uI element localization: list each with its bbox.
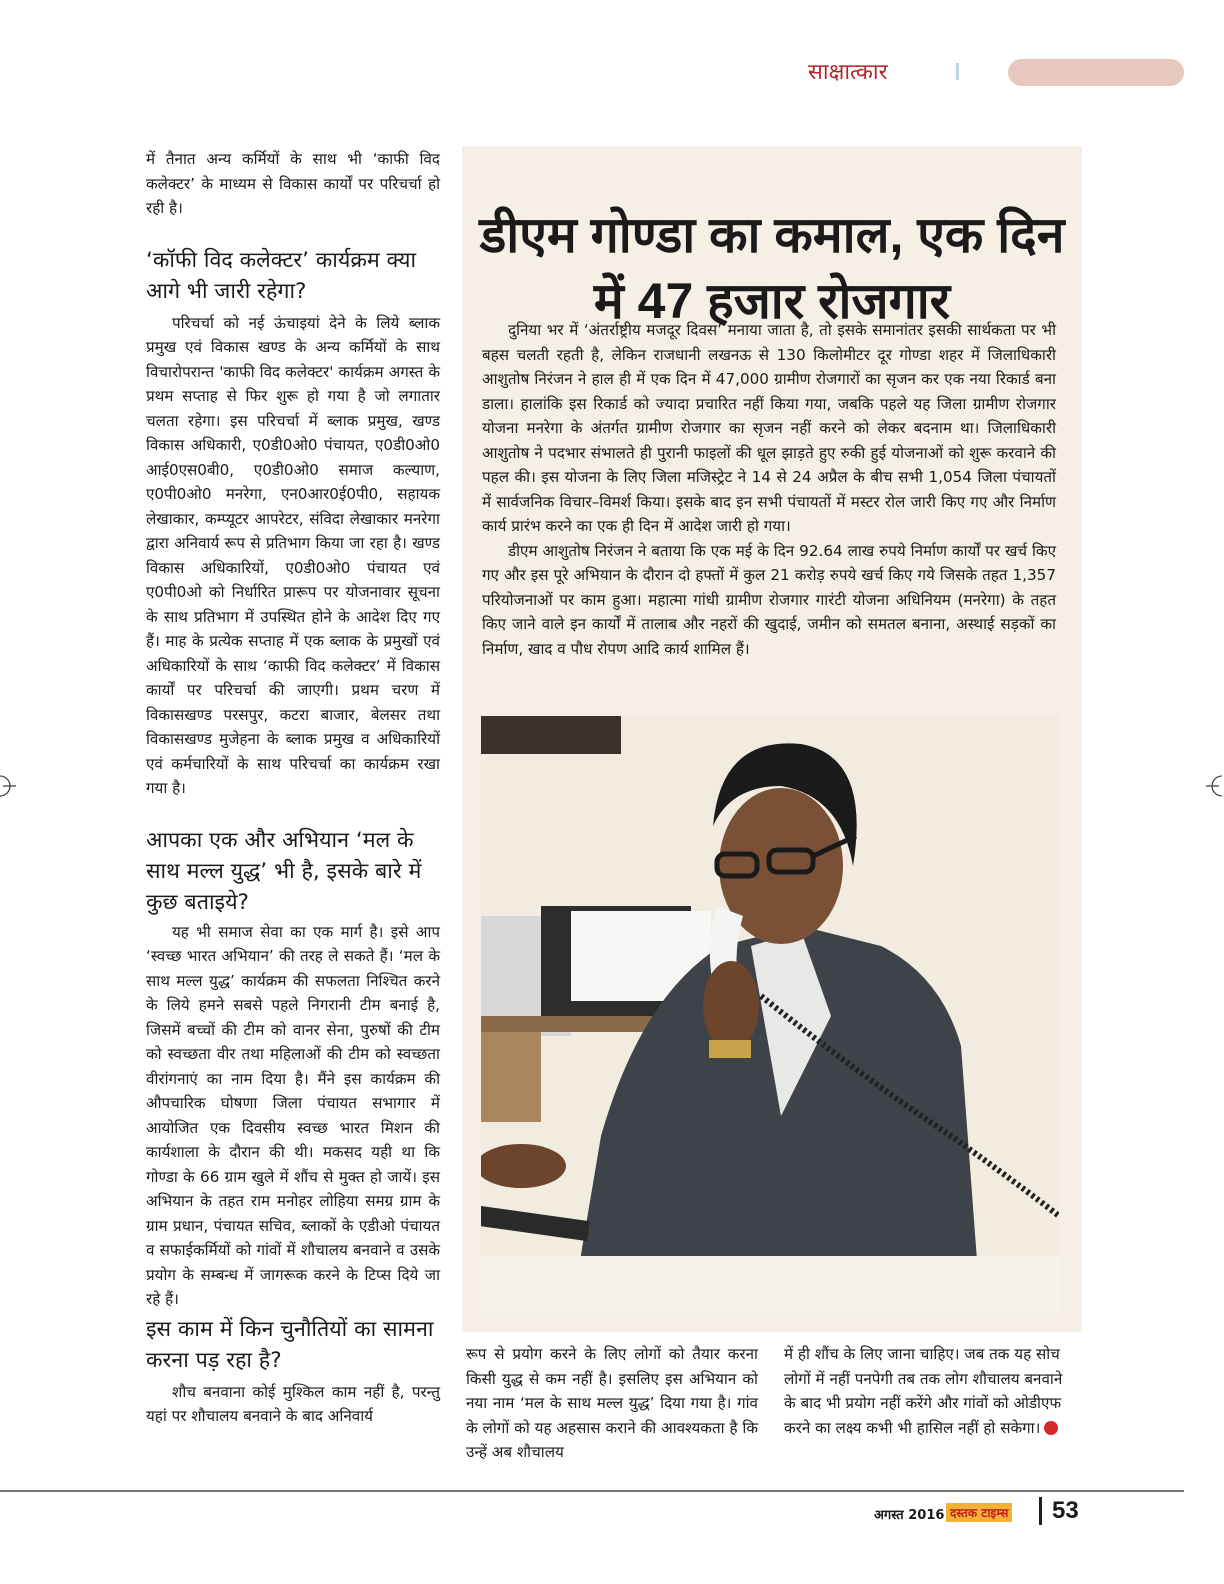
continuation-column-b (466, 1342, 758, 1465)
feature-paragraph: दुनिया भर में ‘अंतर्राष्ट्रीय मजदूर दिवस’ मनाया जाता है, तो इसके समानांतर इसकी सार्थकता पर भी बहस चलती रहती है, लेकिन राजधानी लखनऊ से 130 किलोमीटर दूर गोण्डा शहर में जिलाधिकारी आशुतोष निरंजन ने हाल ही में एक दिन में 47,000 ग्रामीण रोजगारों का सृजन कर एक नया रिकार्ड बना डाला। हालांकि इस रिकार्ड को ज्यादा प्रचारित नहीं किया गया, जबकि पहले यह जिला ग्रामीण रोजगार योजना मनरेगा के अंतर्गत ग्रामीण रोजगार का सृजन नहीं करने को लेकर बदनाम था। जिलाधिकारी आशुतोष ने पदभार संभालते ही पुरानी फाइलों की धूल झाड़ते हुए रुकी हुई योजनाओं को शुरू करवाने की पहल की। इस योजना के लिए जिला मजिस्ट्रेट ने 14 से 24 अप्रैल के बीच सभी 1,054 जिला पंचायतों में सार्वजनिक विचार–विमर्श किया। इसके बाद इन सभी पंचायतों में मस्टर रोल जारी किए गए और निर्माण कार्य प्रारंभ करने का एक ही दिन में आदेश जारी हो गया। (482, 321, 1056, 535)
answer-mal-ke-saath-mall-yuddh: यह भी समाज सेवा का एक मार्ग है। इसे आप ‘स्वच्छ भारत अभियान’ की तरह ले सकते हैं। ‘मल के साथ मल्ल युद्ध’ कार्यक्रम की सफलता निश्चित करने के लिये हमने सबसे पहले निगरानी टीम बनाई है, जिसमें बच्चों की टीम को वानर सेना, पुरुषों की टीम को स्वच्छता वीर तथा महिलाओं की टीम को स्वच्छता वीरांगनाएं का नाम दिया है। मैंने इस कार्यक्रम की औपचारिक घोषणा जिला पंचायत सभागार में आयोजित एक दिवसीय स्वच्छ भारत मिशन की कार्यशाला के दौरान की थी। मकसद यही था कि गोण्डा के 66 ग्राम खुले में शौंच से मुक्त हो जायें। इस अभियान के तहत राम मनोहर लोहिया समग्र ग्राम के ग्राम प्रधान, पंचायत सचिव, ब्लाकों के एडीओ पंचायत व सफाईकर्मियों को गांवों में शौचालय बनवाने व उसके प्रयोग के सम्बन्ध में जागरूक करने के टिप्स दिये जा रहे हैं। (146, 922, 440, 1308)
continuation-column-c (784, 1342, 1078, 1440)
intro-paragraph: में तैनात अन्य कर्मियों के साथ भी ‘काफी विद कलेक्टर’ के माध्यम से विकास कार्यों पर परिचर्चा हो रही है। (146, 150, 440, 217)
magazine-logo: दस्तक टाइम्स (946, 1503, 1012, 1522)
end-of-article-icon (1044, 1421, 1058, 1435)
question-mal-ke-saath-mall-yuddh: आपका एक और अभियान ‘मल के साथ मल्ल युद्ध’ भी है, इसके बारे में कुछ बताइये? (146, 827, 422, 915)
page-number: 53 (1052, 1497, 1079, 1524)
footer-date: अगस्त 2016 (874, 1508, 945, 1523)
registration-mark-icon (1200, 775, 1222, 797)
feature-body (482, 318, 1056, 661)
feature-headline: डीएम गोण्डा का कमाल, एक दिन में 47 हजार रोजगार (479, 206, 1065, 329)
wrist-watch (709, 1040, 751, 1058)
continuation-text: रूप से प्रयोग करने के लिए लोगों को तैयार करना किसी युद्ध से कम नहीं है। इसलिए इस अभियान को नया नाम ‘मल के साथ मल्ल युद्ध’ दिया गया है। गांव के लोगों को यह अहसास कराने की आवश्यकता है कि उन्हें अब शौचालय (466, 1345, 758, 1461)
dm-photo (481, 716, 1059, 1314)
continuation-text: में ही शौंच के लिए जाना चाहिए। जब तक यह सोच लोगों में नहीं पनपेगी तब तक लोग शौचालय बनवाने के बाद भी प्रयोग नहीं करेंगे और गांवों को ओडीएफ करने का लक्ष्य कभी भी हासिल नहीं हो सकेगा। (784, 1345, 1063, 1437)
section-divider (956, 63, 959, 80)
wall-plaque (481, 716, 621, 754)
question-challenges: इस काम में किन चुनौतियों का सामना करना पड़ रहा है? (146, 1316, 434, 1373)
section-label: साक्षात्कार (808, 60, 888, 85)
feature-paragraph: डीएम आशुतोष निरंजन ने बताया कि एक मई के दिन 92.64 लाख रुपये निर्माण कार्यों पर खर्च किए गए और इस पूरे अभियान के दौरान दो हफ्तों में कुल 21 करोड़ रुपये खर्च किए गये जिसके तहत 1,357 परियोजनाओं पर काम हुआ। महात्मा गांधी ग्रामीण रोजगार गारंटी योजना अधिनियम (मनरेगा) के तहत किए जाने वाले इन कार्यों में तालाब और नहरों की खुदाई, जमीन को समतल बनाना, अस्थाई सड़कों का निर्माण, खाद व पौध रोपण आदि कार्य शामिल हैं। (482, 541, 1056, 658)
registration-mark-icon (0, 775, 22, 797)
section-pill-decoration (1008, 59, 1184, 86)
left-column (146, 147, 440, 1429)
footer-rule (0, 1490, 1184, 1492)
answer-challenges: शौच बनवाना कोई मुश्किल काम नहीं है, परन्तु यहां पर शौचालय बनवाने के बाद अनिवार्य (146, 1382, 440, 1425)
answer-coffee-with-collector: परिचर्चा को नई ऊंचाइयां देने के लिये ब्लाक प्रमुख एवं विकास खण्ड के अन्य कर्मियों के साथ विचारोपरान्त 'काफी विद कलेक्टर' कार्यक्रम अगस्त के प्रथम सप्ताह से फिर शुरू हो गया है जो लगातार चलता रहेगा। इस परिचर्चा में ब्लाक प्रमुख, खण्ड विकास अधिकारी, ए0डी0ओ0 पंचायत, ए0डी0ओ0 आई0एस0बी0, ए0डी0ओ0 समाज कल्याण, ए0पी0ओ0 मनरेगा, एन0आर0ई0पी0, सहायक लेखाकार, कम्प्यूटर आपरेटर, संविदा लेखाकार मनरेगा द्वारा अनिवार्य रूप से प्रतिभाग किया जा रहा है। खण्ड विकास अधिकारियों, ए0डी0ओ0 पंचायत एवं ए0पी0ओ को निर्धारित प्रारूप पर योजनावार सूचना के साथ प्रतिभाग में उपस्थित होने के आदेश दिए गए हैं। माह के प्रत्येक सप्ताह में एक ब्लाक के प्रमुखों एवं अधिकारियों के साथ ‘काफी विद कलेक्टर’ में विकास कार्यों पर परिचर्चा की जाएगी। प्रथम चरण में विकासखण्ड परसपुर, कटरा बाजार, बेलसर तथा विकासखण्ड मुजेहना के ब्लाक प्रमुख व अधिकारियों एवं कर्मचारियों के साथ परिचर्चा का कार्यक्रम रखा गया है। (146, 313, 440, 797)
desk (481, 1256, 1059, 1314)
photo-illustration (481, 716, 1059, 1314)
footer-divider (1039, 1497, 1042, 1525)
question-coffee-with-collector: ‘कॉफी विद कलेक्टर’ कार्यक्रम क्या आगे भी जारी रहेगा? (146, 247, 417, 304)
person-hand (703, 961, 759, 1051)
